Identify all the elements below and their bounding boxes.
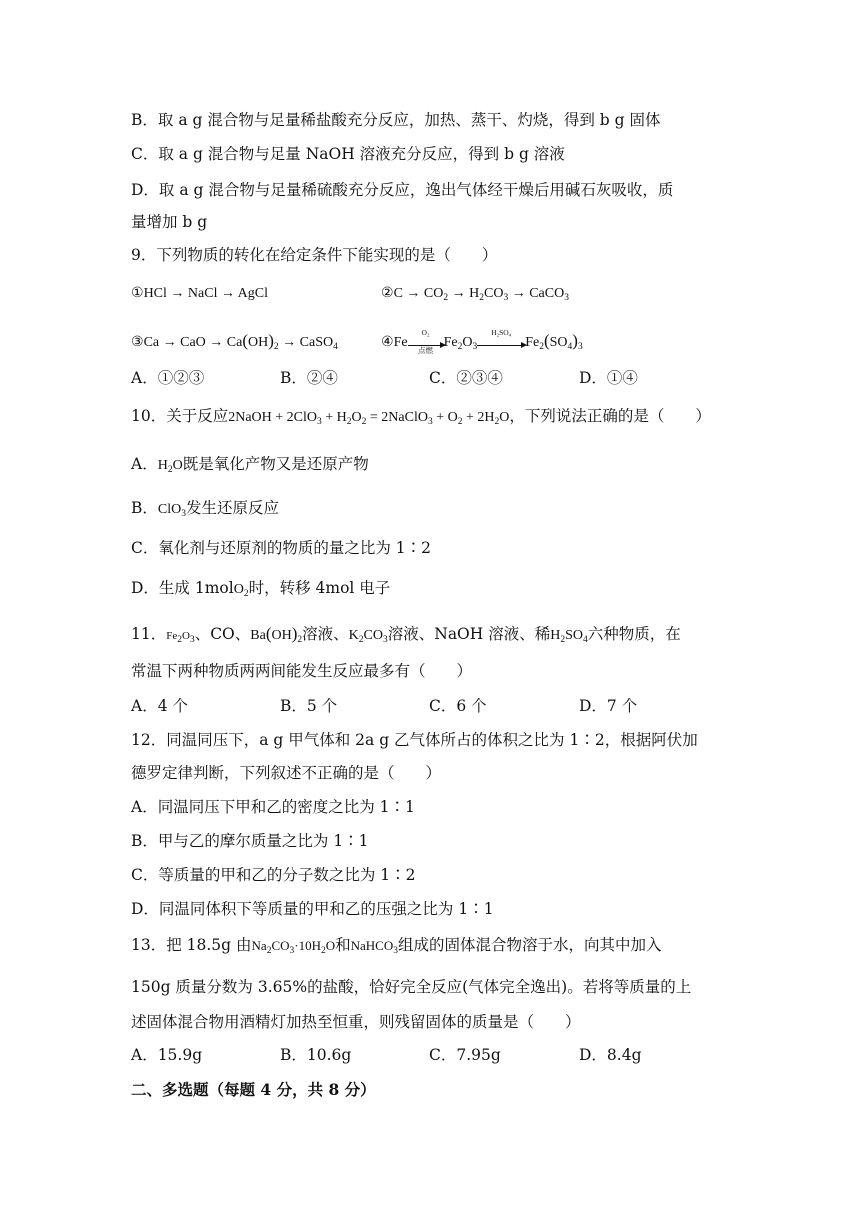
q10-option-c: C．氧化剂与还原剂的物质的量之比为 1∶2 bbox=[131, 539, 432, 557]
q13-option-a: A．15.9g bbox=[131, 1046, 203, 1064]
q10-option-a: A．$H_2O$既是氧化产物又是还原产物 bbox=[131, 455, 369, 475]
q9-chain-1: ①HCl → NaCl → AgCl bbox=[131, 286, 269, 301]
q9-chain-2: ②C → $CO_2 \to H_2CO_3$ → CaCO$_3$ bbox=[381, 286, 569, 303]
q12-line2: 德罗定律判断，下列叙述不正确的是（ ） bbox=[131, 764, 442, 782]
q8-option-c: C．取 a g 混合物与足量 NaOH 溶液充分反应，得到 b g 溶液 bbox=[131, 145, 565, 163]
circled-3: ③ bbox=[131, 335, 144, 350]
q11-line1: 11．$Fe_2O_3$、CO、$Ba(OH)_2$溶液、$K_2CO_3$溶液、NaOH 溶液、稀$H_2SO_4$六种物质，在 bbox=[131, 624, 681, 645]
q8-option-d-line1: D．取 a g 混合物与足量稀硫酸充分反应，逸出气体经干燥后用碱石灰吸收，质 bbox=[131, 181, 674, 199]
q13-line3: 述固体混合物用酒精灯加热至恒重，则残留固体的质量是（ ） bbox=[131, 1013, 581, 1031]
q9-option-c: C．②③④ bbox=[429, 369, 503, 387]
q12-option-c: C．等质量的甲和乙的分子数之比为 1∶2 bbox=[131, 866, 416, 884]
reaction-arrow-o2: O₂ 点燃 bbox=[408, 338, 444, 346]
q13-option-c: C．7.95g bbox=[429, 1046, 501, 1064]
q9-option-b: B．②④ bbox=[280, 369, 338, 387]
q8-option-b: B．取 a g 混合物与足量稀盐酸充分反应，加热、蒸干、灼烧，得到 b g 固体 bbox=[131, 111, 661, 129]
q11-option-a: A．4 个 bbox=[131, 697, 188, 715]
circled-4: ④ bbox=[381, 335, 394, 350]
circled-1: ① bbox=[131, 286, 144, 301]
q10-option-d: D．生成 1molO$_2$时，转移 4mol 电子 bbox=[131, 579, 391, 599]
q12-option-d: D．同温同体积下等质量的甲和乙的压强之比为 1∶1 bbox=[131, 900, 494, 918]
q9-stem: 9．下列物质的转化在给定条件下能实现的是（ ） bbox=[131, 246, 498, 264]
q12-option-b: B．甲与乙的摩尔质量之比为 1∶1 bbox=[131, 832, 369, 850]
q13-option-b: B．10.6g bbox=[280, 1046, 352, 1064]
q13-option-d: D．8.4g bbox=[579, 1046, 642, 1064]
q12-option-a: A．同温同压下甲和乙的密度之比为 1∶1 bbox=[131, 798, 415, 816]
q8-option-d-line2: 量增加 b g bbox=[131, 213, 208, 231]
q9-option-a: A．①②③ bbox=[131, 369, 205, 387]
q11-option-b: B．5 个 bbox=[280, 697, 338, 715]
q9-option-d: D．①④ bbox=[579, 369, 638, 387]
reaction-arrow-h2so4: H₂SO₄ bbox=[477, 338, 525, 346]
circled-2: ② bbox=[381, 286, 394, 301]
q9-chain-4: ④Fe O₂ 点燃 $Fe_2O_3$ H₂SO₄ $Fe_2(SO_4)_3$ bbox=[381, 328, 583, 355]
q11-option-d: D．7 个 bbox=[579, 697, 638, 715]
q12-line1: 12．同温同压下，a g 甲气体和 2a g 乙气体所占的体积之比为 1∶2，根据阿伏加 bbox=[131, 731, 698, 749]
q13-line1: 13．把 18.5g 由$Na_2CO_3\cdot 10H_2O$和NaHCO$_3$组成的固体混合物溶于水，向其中加入 bbox=[131, 936, 662, 956]
q11-option-c: C．6 个 bbox=[429, 697, 487, 715]
q10-stem: 10．关于反应2NaOH + $2ClO_3 + H_2O_2$ = 2NaClO$_3$ + $O_2 + 2H_2O$，下列说法正确的是（ ） bbox=[131, 407, 711, 427]
q11-line2: 常温下两种物质两两间能发生反应最多有（ ） bbox=[131, 662, 473, 680]
q9-chain-3: ③Ca → CaO → $Ca(OH)_2$ → CaSO$_4$ bbox=[131, 331, 338, 352]
section-heading-multiple-choice: 二、多选题（每题 4 分，共 8 分） bbox=[131, 1080, 376, 1099]
q10-option-b: B．ClO$_3$发生还原反应 bbox=[131, 499, 279, 519]
q13-line2: 150g 质量分数为 3.65%的盐酸，恰好完全反应(气体完全逸出)。若将等质量的上 bbox=[131, 978, 692, 996]
